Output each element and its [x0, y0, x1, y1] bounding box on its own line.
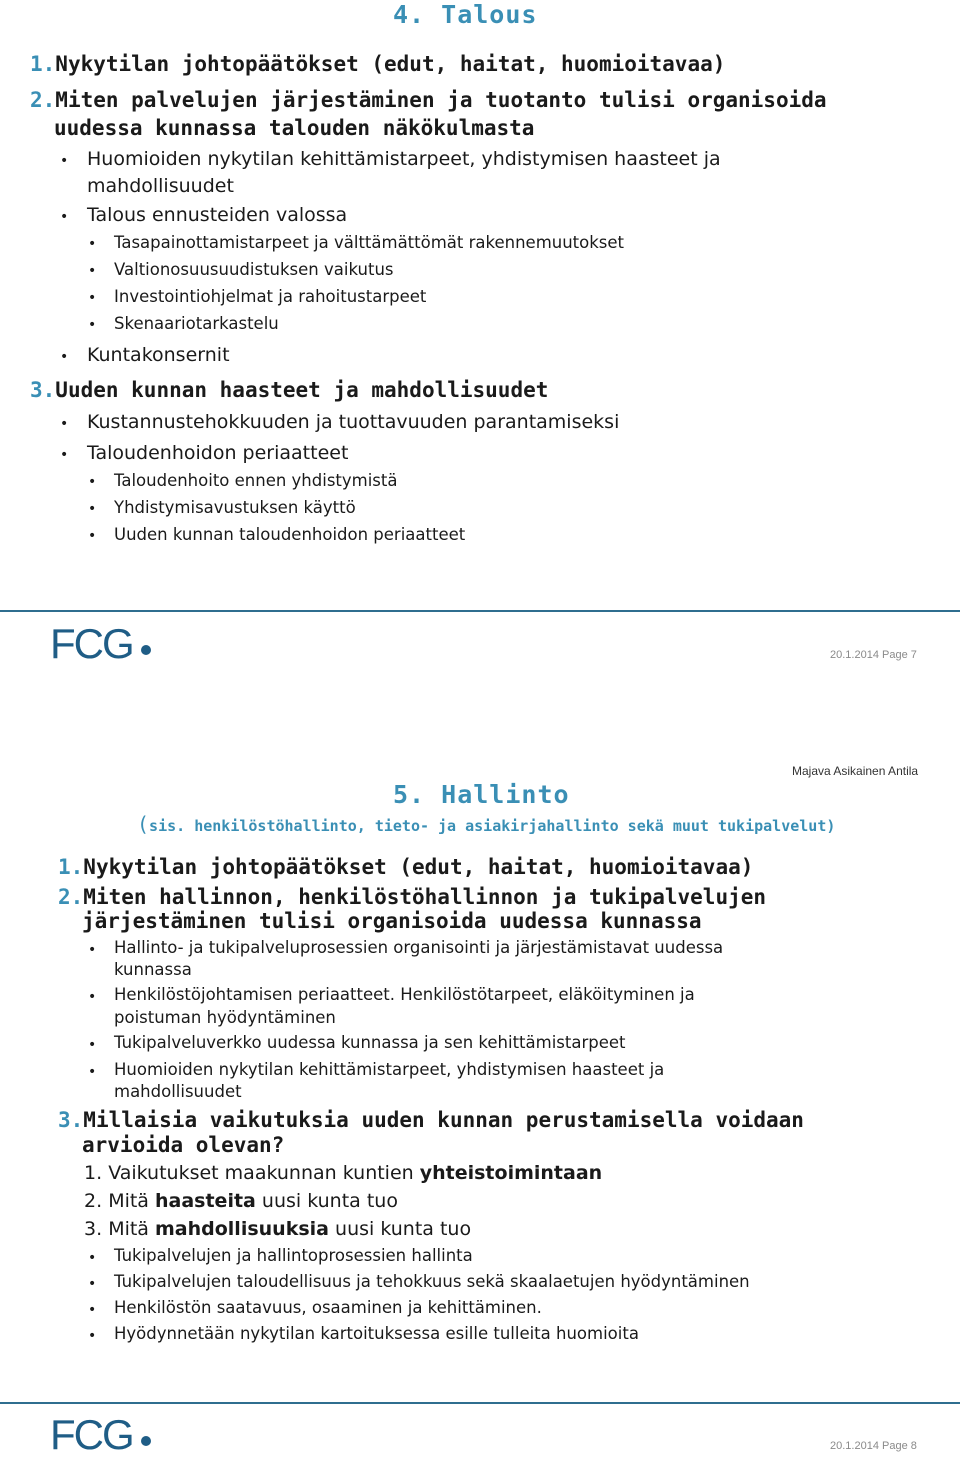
bullet-kuntakonsernit: Kuntakonsernit — [87, 344, 230, 366]
bullet-dot: • — [88, 1328, 97, 1344]
numbered-2: 2. Mitä haasteita uusi kunta tuo — [84, 1190, 398, 1212]
numbered-1: 1. Vaikutukset maakunnan kuntien yhteistoimintaan — [84, 1162, 603, 1184]
bullet-b1: Tukipalvelujen ja hallintoprosessien hallinta — [114, 1246, 473, 1265]
bullet-huomioiden-line2: mahdollisuudet — [87, 175, 234, 197]
bullet-a4-line2: mahdollisuudet — [114, 1082, 242, 1101]
bullet-dot: • — [60, 153, 69, 169]
sub-bullet-3: Investointiohjelmat ja rahoitustarpeet — [114, 287, 427, 306]
fcg-logo — [50, 1413, 160, 1455]
bullet-dot: • — [88, 1302, 97, 1318]
bullet-b4: Hyödynnetään nykytilan kartoituksessa esille tulleita huomioita — [114, 1324, 639, 1343]
slide7-item-2: 2.Miten palvelujen järjestäminen ja tuotanto tulisi organisoida — [30, 88, 827, 112]
slide7-item-2-line2: uudessa kunnassa talouden näkökulmasta — [54, 116, 535, 140]
bullet-talous: Talous ennusteiden valossa — [87, 204, 348, 226]
bullet-a1: Hallinto- ja tukipalveluprosessien organisointi ja järjestämistavat uudessa — [114, 938, 724, 957]
slide7-footer: 20.1.2014 Page 7 — [830, 649, 917, 661]
slide8-item-1: 1.Nykytilan johtopäätökset (edut, haitat, huomioitavaa) — [58, 855, 754, 879]
footer-line — [0, 1402, 960, 1404]
bullet-b2: Tukipalvelujen taloudellisuus ja tehokkuus sekä skaalaetujen hyödyntäminen — [114, 1272, 750, 1291]
slide7-title: 4. Talous — [393, 0, 538, 29]
bullet-a4: Huomioiden nykytilan kehittämistarpeet, yhdistymisen haasteet ja — [114, 1060, 665, 1079]
slide8-item-3-line2: arvioida olevan? — [82, 1133, 285, 1157]
bullet-huomioiden: Huomioiden nykytilan kehittämistarpeet, yhdistymisen haasteet ja — [87, 148, 721, 170]
sub-bullet-4: Skenaariotarkastelu — [114, 314, 279, 333]
fcg-logo — [50, 622, 160, 664]
svg-text:FCG: FCG — [50, 622, 133, 664]
bullet-dot: • — [88, 1037, 97, 1053]
bullet-dot: • — [60, 209, 69, 225]
slide8-title: 5. Hallinto — [393, 780, 570, 809]
bullet-dot: • — [88, 290, 97, 306]
numbered-3: 3. Mitä mahdollisuuksia uusi kunta tuo — [84, 1218, 472, 1240]
bullet-taloudenhoidon: Taloudenhoidon periaatteet — [87, 442, 349, 464]
bullet-dot: • — [88, 263, 97, 279]
slide7-item-3: 3.Uuden kunnan haasteet ja mahdollisuudet — [30, 378, 549, 402]
sub2-bullet-1: Taloudenhoito ennen yhdistymistä — [114, 471, 398, 490]
slide8-item-3: 3.Millaisia vaikutuksia uuden kunnan perustamisella voidaan — [58, 1108, 804, 1132]
bullet-b3: Henkilöstön saatavuus, osaaminen ja kehittäminen. — [114, 1298, 542, 1317]
bullet-dot: • — [88, 474, 97, 490]
bullet-a2: Henkilöstöjohtamisen periaatteet. Henkilöstötarpeet, eläköityminen ja — [114, 985, 695, 1004]
bullet-dot: • — [88, 528, 97, 544]
sub-bullet-2: Valtionosuusuudistuksen vaikutus — [114, 260, 394, 279]
slide8-footer: 20.1.2014 Page 8 — [830, 1440, 917, 1452]
bullet-dot: • — [88, 989, 97, 1005]
bullet-dot: • — [88, 236, 97, 252]
bullet-dot: • — [88, 1250, 97, 1266]
slide8-item-2-line2: järjestäminen tulisi organisoida uudessa kunnassa — [82, 909, 702, 933]
sub2-bullet-3: Uuden kunnan taloudenhoidon periaatteet — [114, 525, 466, 544]
slide8-item-2: 2.Miten hallinnon, henkilöstöhallinnon ja tukipalvelujen — [58, 885, 767, 909]
bullet-a1-line2: kunnassa — [114, 960, 192, 979]
bullet-dot: • — [88, 317, 97, 333]
bullet-dot: • — [88, 1276, 97, 1292]
sub2-bullet-2: Yhdistymisavustuksen käyttö — [114, 498, 356, 517]
footer-line — [0, 610, 960, 612]
bullet-dot: • — [60, 349, 69, 365]
slide7-item-1: 1.Nykytilan johtopäätökset (edut, haitat, huomioitavaa) — [30, 52, 726, 76]
author-name: Majava Asikainen Antila — [792, 764, 919, 778]
bullet-dot: • — [60, 447, 69, 463]
sub-bullet-1: Tasapainottamistarpeet ja välttämättömät rakennemuutokset — [114, 233, 625, 252]
bullet-dot: • — [88, 1064, 97, 1080]
bullet-dot: • — [88, 942, 97, 958]
slide8-subtitle: (sis. henkilöstöhallinto, tieto- ja asiakirjahallinto sekä muut tukipalvelut) — [137, 812, 836, 836]
bullet-a3: Tukipalveluverkko uudessa kunnassa ja sen kehittämistarpeet — [114, 1033, 626, 1052]
svg-text:FCG: FCG — [50, 1413, 133, 1455]
bullet-dot: • — [88, 501, 97, 517]
bullet-dot: • — [60, 416, 69, 432]
bullet-kustannus: Kustannustehokkuuden ja tuottavuuden parantamiseksi — [87, 411, 620, 433]
bullet-a2-line2: poistuman hyödyntäminen — [114, 1008, 336, 1027]
